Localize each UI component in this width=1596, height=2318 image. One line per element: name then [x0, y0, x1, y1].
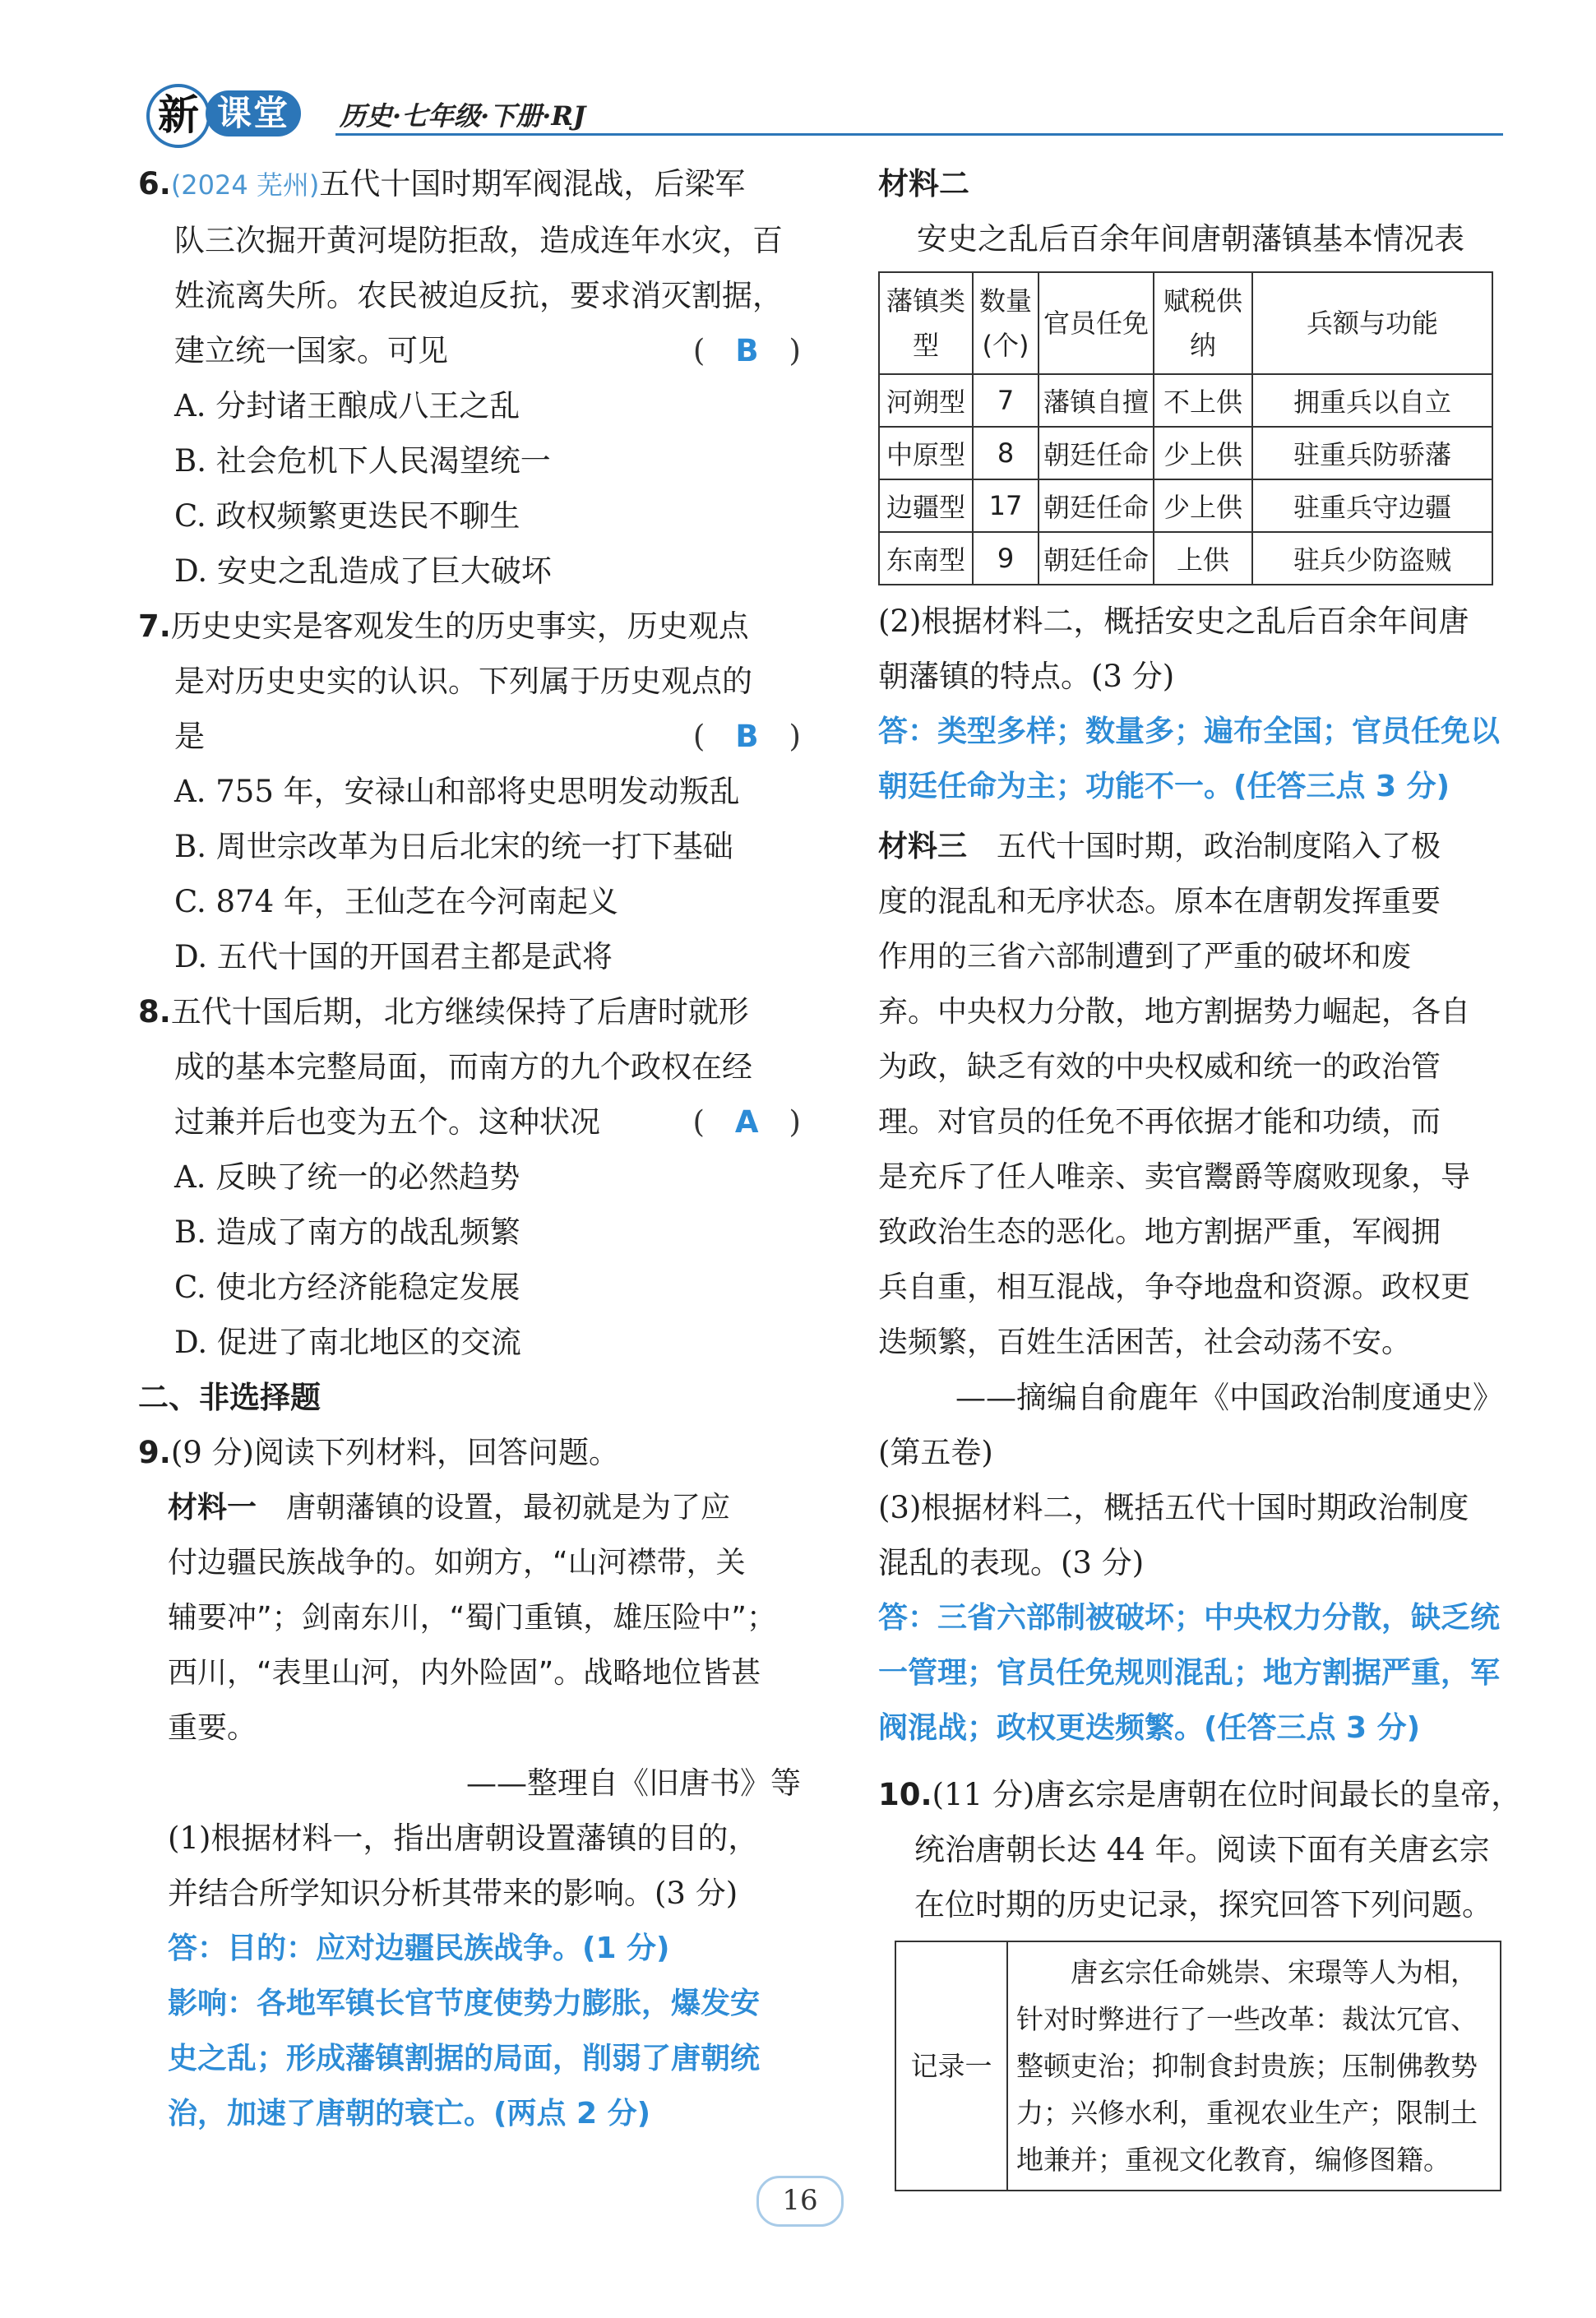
question-line: 统治唐朝长达 44 年。阅读下面有关唐玄宗	[914, 1832, 1490, 1867]
question-text: 历史史实是客观发生的历史事实，历史观点	[170, 608, 749, 644]
subquestion-line: 并结合所学知识分析其带来的影响。(3 分)	[168, 1876, 738, 1911]
material-line	[138, 1480, 801, 1535]
question-text: (11 分)唐玄宗是唐朝在位时间最长的皇帝，	[932, 1777, 1522, 1812]
question-6	[138, 156, 801, 599]
question-text: (9 分)阅读下列材料，回答问题。	[170, 1435, 619, 1470]
question-line: 成的基本完整局面，而南方的九个政权在经	[174, 1049, 752, 1085]
answer-letter: A	[734, 1104, 759, 1140]
question-line	[138, 1425, 801, 1480]
record-line: 整顿吏治；抑制食封贵族；压制佛教势	[1016, 2050, 1478, 2082]
table-cell: 上供	[1154, 532, 1252, 585]
question-line: 队三次掘开黄河堤防拒敌，造成连年水灾，百	[174, 223, 783, 258]
answer-line: 史之乱；形成藩镇割据的局面，削弱了唐朝统	[168, 2042, 761, 2075]
question-text: 过兼并后也变为五个。这种状况	[174, 1104, 600, 1140]
answer-line: 影响：各地军镇长官节度使势力膨胀，爆发安	[168, 1987, 761, 2020]
table-row	[879, 374, 1492, 427]
answer-line: 答：三省六部制被破坏；中央权力分散，缺乏统	[878, 1601, 1501, 1635]
table-cell: 边疆型	[879, 479, 973, 532]
record-table	[895, 1941, 1501, 2191]
material-label: 材料三	[878, 830, 968, 863]
table-cell: 不上供	[1154, 374, 1252, 427]
option-a: A. 755 年，安禄山和部将史思明发动叛乱	[174, 774, 740, 809]
option-a: A. 分封诸王酿成八王之乱	[174, 388, 520, 423]
answer-bracket: ( B )	[692, 719, 801, 754]
option-d: D. 安史之乱造成了巨大破坏	[174, 553, 552, 589]
subquestion-line: 朝藩镇的特点。(3 分)	[878, 659, 1175, 694]
logo-xin: 新	[146, 84, 210, 148]
book-logo	[138, 79, 327, 145]
question-number: 7.	[138, 608, 171, 644]
table-cell: 拥重兵以自立	[1252, 374, 1492, 427]
question-8	[138, 984, 801, 1370]
table-row	[879, 532, 1492, 585]
answer-letter: B	[735, 333, 759, 368]
question-10	[878, 1767, 1522, 2191]
table-cell: 东南型	[879, 532, 973, 585]
option-b: B. 周世宗改革为日后北宋的统一打下基础	[174, 829, 733, 864]
material-label: 材料二	[878, 166, 969, 201]
record-line: 力；兴修水利，重视农业生产；限制土	[1016, 2097, 1478, 2129]
material-text: 唐朝藩镇的设置，最初就是为了应	[286, 1491, 731, 1525]
material-line: 作用的三省六部制遭到了严重的破坏和废	[878, 940, 1412, 974]
record-row	[895, 1941, 1501, 2191]
option-d: D. 五代十国的开国君主都是武将	[174, 939, 613, 974]
table-cell: 中原型	[879, 427, 973, 479]
table-header: 兵额与功能	[1252, 272, 1492, 374]
question-line	[138, 709, 801, 764]
question-line	[138, 1094, 801, 1150]
table-row	[879, 427, 1492, 479]
material-source-volume: (第五卷)	[878, 1435, 993, 1470]
option-d: D. 促进了南北地区的交流	[174, 1325, 521, 1360]
material-line: 为政，缺乏有效的中央权威和统一的政治管	[878, 1050, 1441, 1084]
subquestion-line: (3)根据材料二，概括五代十国时期政治制度	[878, 1490, 1469, 1525]
material-line: 付边疆民族战争的。如朔方，“山河襟带，关	[168, 1546, 746, 1580]
material-line: 迭频繁，百姓生活困苦，社会动荡不安。	[878, 1326, 1412, 1359]
table-cell: 少上供	[1154, 427, 1252, 479]
question-line: 姓流离失所。农民被迫反抗，要求消灭割据，	[174, 278, 783, 313]
question-text: 五代十国时期军阀混战，后梁军	[319, 166, 746, 201]
material-text: 五代十国时期，政治制度陷入了极	[997, 830, 1441, 863]
table-caption: 安史之乱后百余年间唐朝藩镇基本情况表	[917, 221, 1464, 257]
table-cell: 9	[973, 532, 1039, 585]
answer-line: 治，加速了唐朝的衰亡。(两点 2 分)	[168, 2097, 651, 2131]
table-header: 官员任免	[1039, 272, 1154, 374]
option-b: B. 造成了南方的战乱频繁	[174, 1215, 520, 1250]
record-label: 记录一	[895, 1941, 1007, 2191]
table-cell: 8	[973, 427, 1039, 479]
option-c: C. 874 年，王仙芝在今河南起义	[174, 884, 618, 919]
answer-line: 答：类型多样；数量多；遍布全国；官员任免以	[878, 715, 1501, 748]
question-number: 9.	[138, 1435, 171, 1470]
option-a: A. 反映了统一的必然趋势	[174, 1159, 520, 1195]
material-line: 兵自重，相互混战，争夺地盘和资源。政权更	[878, 1270, 1471, 1304]
subquestion-line: 混乱的表现。(3 分)	[878, 1545, 1145, 1580]
record-line: 唐玄宗任命姚崇、宋璟等人为相，	[1071, 1956, 1478, 1988]
material-line: 辅要冲”；剑南东川，“蜀门重镇，雄压险中”；	[168, 1601, 776, 1635]
material-line: 弃。中央权力分散，地方割据势力崛起，各自	[878, 995, 1471, 1029]
material-line: 西川，“表里山河，内外险固”。战略地位皆甚	[168, 1656, 761, 1690]
subquestion-line: (2)根据材料二，概括安史之乱后百余年间唐	[878, 604, 1469, 639]
table-cell: 驻兵少防盗贼	[1252, 532, 1492, 585]
table-row	[879, 479, 1492, 532]
table-cell: 朝廷任命	[1039, 479, 1154, 532]
option-c: C. 使北方经济能稳定发展	[174, 1270, 520, 1305]
table-cell: 7	[973, 374, 1039, 427]
material-line	[878, 819, 1503, 874]
answer-line: 答：目的：应对边疆民族战争。(1 分)	[168, 1932, 670, 1965]
question-number: 8.	[138, 994, 171, 1029]
question-line	[138, 323, 801, 378]
question-line	[878, 1767, 1522, 1822]
material-label: 材料一	[168, 1491, 257, 1525]
question-text: 是	[174, 719, 205, 754]
table-header: 赋税供纳	[1154, 272, 1252, 374]
header-rule	[335, 133, 1503, 136]
question-number: 10.	[878, 1777, 932, 1812]
logo-ketang: 课堂	[206, 90, 301, 136]
left-column	[138, 156, 801, 2141]
material-line: 是充斥了任人唯亲、卖官鬻爵等腐败现象，导	[878, 1160, 1471, 1194]
right-column	[878, 156, 1522, 2191]
table-cell: 少上供	[1154, 479, 1252, 532]
question-line: 在位时期的历史记录，探究回答下列问题。	[914, 1887, 1492, 1922]
question-number: 6.	[138, 166, 171, 201]
material-source: ——摘编自俞鹿年《中国政治制度通史》	[955, 1380, 1503, 1415]
header-subtitle: 历史·七年级·下册·RJ	[340, 100, 586, 132]
answer-line: 朝廷任命为主；功能不一。(任答三点 3 分)	[878, 770, 1450, 803]
question-9	[138, 1425, 801, 2141]
table-cell: 朝廷任命	[1039, 427, 1154, 479]
fanzhen-table	[878, 271, 1493, 585]
table-cell: 驻重兵守边疆	[1252, 479, 1492, 532]
material-line: 重要。	[168, 1711, 257, 1745]
table-cell: 17	[973, 479, 1039, 532]
question-line	[138, 156, 801, 213]
option-c: C. 政权频繁更迭民不聊生	[174, 498, 520, 534]
table-header: 藩镇类型	[879, 272, 973, 374]
question-text: 建立统一国家。可见	[174, 333, 448, 368]
question-line	[138, 984, 801, 1039]
table-cell: 河朔型	[879, 374, 973, 427]
table-header-row	[879, 272, 1492, 374]
answer-letter: B	[735, 719, 759, 754]
table-cell: 藩镇自擅	[1039, 374, 1154, 427]
table-cell: 驻重兵防骄藩	[1252, 427, 1492, 479]
subquestion-line: (1)根据材料一，指出唐朝设置藩镇的目的，	[168, 1821, 759, 1856]
answer-line: 阀混战；政权更迭频繁。(任答三点 3 分)	[878, 1711, 1421, 1745]
page-number: 16	[756, 2176, 844, 2227]
section-heading: 二、非选择题	[138, 1380, 321, 1415]
table-cell: 朝廷任命	[1039, 532, 1154, 585]
question-7	[138, 599, 801, 984]
table-header: 数量(个)	[973, 272, 1039, 374]
record-line: 地兼并；重视文化教育，编修图籍。	[1016, 2144, 1450, 2176]
material-line: 致政治生态的恶化。地方割据严重，军阀拥	[878, 1215, 1441, 1249]
page-header	[138, 79, 1503, 145]
question-text: 五代十国后期，北方继续保持了后唐时就形	[170, 994, 749, 1029]
record-content	[1007, 1941, 1501, 2191]
option-b: B. 社会危机下人民渴望统一	[174, 443, 551, 479]
question-line	[138, 599, 801, 654]
record-line: 针对时弊进行了一些改革：裁汰冗官、	[1016, 2003, 1478, 2035]
material-line: 理。对官员的任免不再依据才能和功绩，而	[878, 1105, 1441, 1139]
material-line: 度的混乱和无序状态。原本在唐朝发挥重要	[878, 885, 1441, 918]
question-source: (2024 芜州)	[170, 169, 320, 201]
answer-bracket: ( A )	[692, 1104, 801, 1140]
answer-line: 一管理；官员任免规则混乱；地方割据严重，军	[878, 1656, 1501, 1690]
question-line: 是对历史史实的认识。下列属于历史观点的	[174, 664, 752, 699]
material-source: ——整理自《旧唐书》等	[466, 1765, 801, 1801]
answer-bracket: ( B )	[692, 333, 801, 368]
